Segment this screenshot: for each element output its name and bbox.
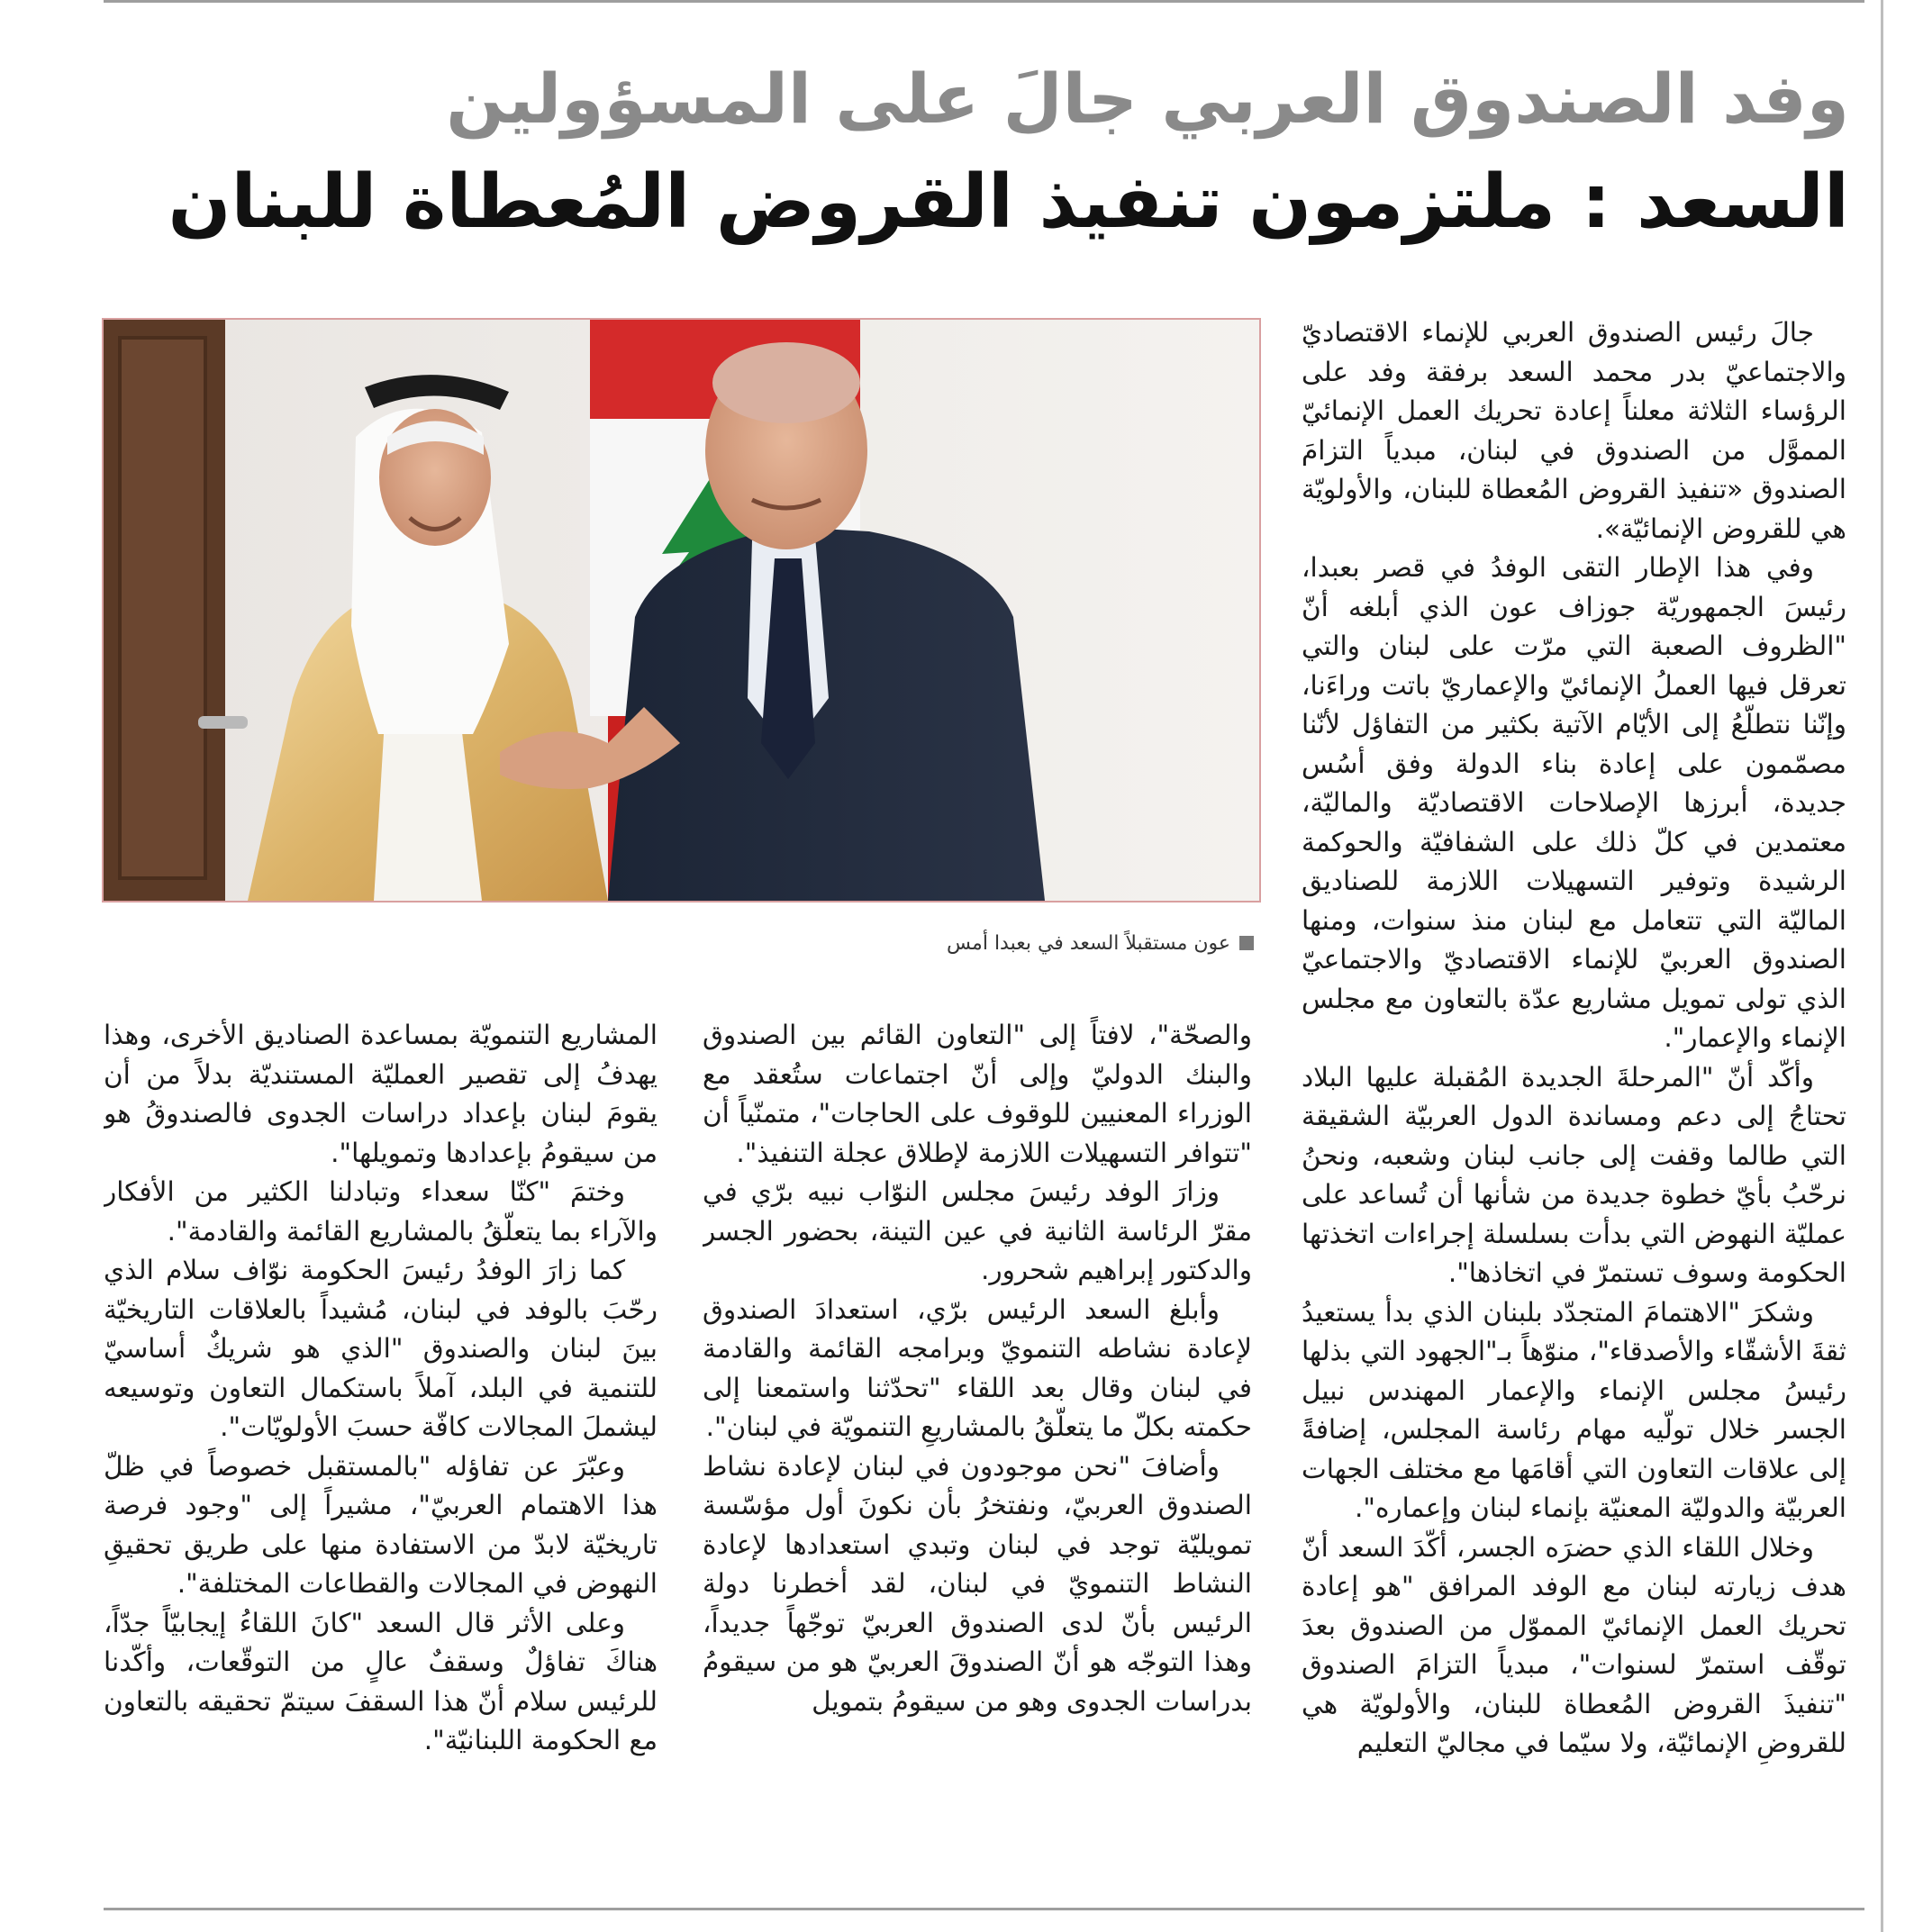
article-column-middle (703, 1016, 1252, 1899)
paragraph: وأبلغ السعد الرئيس برّي، استعدادَ الصندوق لإعادة نشاطه التنمويّ وبرامجه القائمة والقادمة في لبنان وقال بعد اللقاء "تحدّثنا واستمعنا إلى حكمته بكلّ ما يتعلّقُ بالمشاريعِ التنمويّة في لبنان". (703, 1293, 1252, 1442)
photo-caption (901, 932, 1254, 955)
top-rule (104, 0, 1864, 3)
article-kicker: وفد الصندوق العربي جالَ على المسؤولين (446, 59, 1849, 139)
paragraph: وعلى الأثر قال السعد "كانَ اللقاءُ إيجابيّاً جدّاً، هناكَ تفاؤلٌ وسقفٌ عالٍ من التوقّعات، وأكّدنا للرئيس سلام أنّ هذا السقفَ سيتمّ تحقيقه بالتعاون مع الحكومة اللبنانيّة". (104, 1607, 658, 1755)
paragraph: وخلال اللقاء الذي حضرَه الجسر، أكّدَ السعد أنّ هدف زيارته لبنان مع الوفد المرافق "هو إعادة تحريك العمل الإنمائيّ المموّل من الصندوق بعدَ توقّف استمرّ لسنوات"، مبدياً التزامَ الصندوق "تنفيذَ القروض المُعطاة للبنان، والأولويّة هي للقروضِ الإنمائيّة، ولا سيّما في مجاليّ التعليم (1302, 1531, 1846, 1758)
paragraph: المشاريع التنمويّة بمساعدة الصناديق الأخرى، وهذا يهدفُ إلى تقصير العمليّة المستنديّة بدلاً من أن يقومَ لبنان بإعداد دراسات الجدوى فالصندوقُ هو من سيقومُ بإعدادها وتمويلها". (104, 1020, 658, 1168)
paragraph: وفي هذا الإطار التقى الوفدُ في قصر بعبدا، رئيسَ الجمهوريّة جوزاف عون الذي أبلغه أنّ "الظروف الصعبة التي مرّت على لبنان والتي تعرقل فيها العملُ الإنمائيّ والإعماريّ باتت وراءَنا، وإنّنا نتطلّعُ إلى الأيّام الآتية بكثير من التفاؤل لأنّنا مصمّمون على إعادة بناء الدولة وفق أسُس جديدة، أبرزها الإصلاحات الاقتصاديّة والماليّة، معتمدين في كلّ ذلك على الشفافيّة والحوكمة الرشيدة وتوفير التسهيلات اللازمة للصناديق الماليّة التي تتعامل مع لبنان منذ سنوات، ومنها الصندوق العربيّ للإنماء الاقتصاديّ والاجتماعيّ الذي تولى تمويل مشاريع عدّة بالتعاون مع مجلس الإنماء والإعمار". (1302, 552, 1846, 1053)
paragraph: وزارَ الوفد رئيسَ مجلس النوّاب نبيه برّي في مقرّ الرئاسة الثانية في عين التينة، بحضور الجسر والدكتور إبراهيم شحرور. (703, 1176, 1252, 1285)
page-edge-rule (1881, 0, 1883, 1932)
paragraph: وأكّد أنّ "المرحلةَ الجديدة المُقبلة عليها البلاد تحتاجُ إلى دعم ومساندة الدول العربيّة الشقيقة التي طالما وقفت إلى جانب لبنان وشعبه، ونحنُ نرحّبُ بأيّ خطوة جديدة من شأنها أن تُساعد على عمليّة النهوض التي بدأت بسلسلة إجراءات اتخذتها الحكومة وسوف تستمرّ في اتخاذها". (1302, 1061, 1846, 1288)
article-headline: السعد : ملتزمون تنفيذ القروض المُعطاة للبنان (168, 159, 1849, 245)
photo-illustration (104, 320, 1259, 901)
photo-caption-text: عون مستقبلاً السعد في بعبدا أمس (947, 932, 1230, 955)
paragraph: والصحّة"، لافتاً إلى "التعاون القائم بين الصندوق والبنك الدوليّ وإلى أنّ اجتماعات ستُعقد مع الوزراء المعنيين للوقوف على الحاجات"، متمنّياً أن "تتوافر التسهيلات اللازمة لإطلاق عجلة التنفيذ". (703, 1020, 1252, 1168)
paragraph: وشكرَ "الاهتمامَ المتجدّد بلبنان الذي بدأ يستعيدُ ثقةَ الأشقّاء والأصدقاء"، منوّهاً بـ"الجهود التي بذلها رئيسُ مجلس الإنماء والإعمار المهندس نبيل الجسر خلال تولّيه مهام رئاسة المجلس، إضافةً إلى علاقات التعاون التي أقامَها مع مختلف الجهات العربيّة والدوليّة المعنيّة بإنماء لبنان وإعماره". (1302, 1296, 1846, 1523)
paragraph: كما زارَ الوفدُ رئيسَ الحكومة نوّاف سلام الذي رحّبَ بالوفد في لبنان، مُشيداً بالعلاقات التاريخيّة بينَ لبنان والصندوق "الذي هو شريكٌ أساسيّ للتنمية في البلد، آملاً باستكمال التعاون وتوسيعه ليشملَ المجالات كافّة حسبَ الأولويّات". (104, 1255, 658, 1442)
article-photo (102, 318, 1261, 903)
paragraph: وأضافَ "نحن موجودون في لبنان لإعادة نشاط الصندوق العربيّ، ونفتخرُ بأن نكونَ أول مؤسّسة تمويليّة توجد في لبنان وتبدي استعدادها لإعادة النشاط التنمويّ في لبنان، لقد أخطرنا دولة الرئيس بأنّ لدى الصندوق العربيّ توجّهاً جديداً، وهذا التوجّه هو أنّ الصندوقَ العربيّ هو من سيقومُ بدراسات الجدوى وهو من سيقومُ بتمويل (703, 1450, 1252, 1717)
paragraph: وعبّرَ عن تفاؤله "بالمستقبل خصوصاً في ظلّ هذا الاهتمام العربيّ"، مشيراً إلى "وجود فرصة تاريخيّة لابدّ من الاستفادة منها على طريق تحقيقِ النهوض في المجالات والقطاعات المختلفة". (104, 1450, 658, 1599)
paragraph: وختمَ "كنّا سعداء وتبادلنا الكثير من الأفكار والآراء بما يتعلّقُ بالمشاريع القائمة والقادمة". (104, 1176, 658, 1247)
caption-square-icon (1239, 936, 1254, 950)
article-column-left (104, 1016, 658, 1899)
bottom-rule (104, 1908, 1864, 1910)
article-column-right (1302, 313, 1846, 1899)
paragraph: جالَ رئيس الصندوق العربي للإنماء الاقتصاديّ والاجتماعيّ بدر محمد السعد برفقة وفد على الرؤساء الثلاثة معلناً إعادة تحريك العمل الإنمائيّ المموَّل من الصندوق في لبنان، مبدياً التزامَ الصندوق «تنفيذ القروض المُعطاة للبنان، والأولويّة هي للقروض الإنمائيّة». (1302, 317, 1846, 544)
